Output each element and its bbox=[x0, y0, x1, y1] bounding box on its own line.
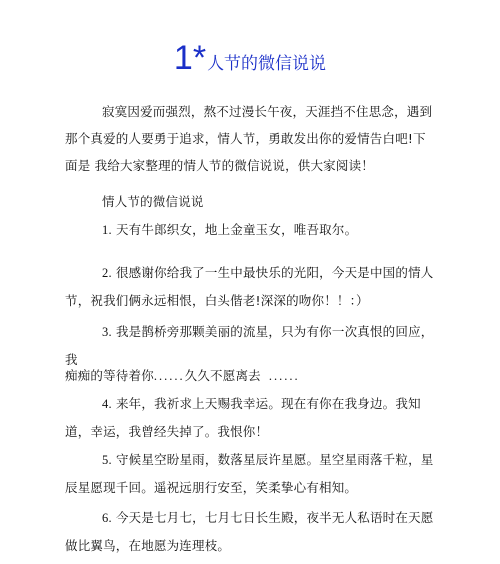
title-number: 1* bbox=[173, 39, 207, 77]
item-number: 5. bbox=[102, 453, 112, 467]
item-number: 1. bbox=[102, 223, 112, 237]
ellipsis: ...... bbox=[268, 369, 300, 383]
item-text: 来年，我祈求上天赐我幸运。现在有你在我身边。我知道，幸运，我曾经失掉了。我恨你！ bbox=[65, 396, 421, 439]
item-number: 6. bbox=[102, 511, 112, 525]
list-item-2 bbox=[65, 259, 437, 314]
item-number: 2. bbox=[102, 266, 112, 280]
item-number: 4. bbox=[102, 397, 112, 411]
ellipsis: ...... bbox=[153, 369, 185, 383]
item-text: 很感谢你给我了一生中最快乐的光阳，今天是中国的情人节，祝我们俩永远相恨，白头偕老!深深的吻你！！：） bbox=[65, 265, 434, 308]
item-text: 天有牛郎织女，地上金童玉女，唯吾取尔。 bbox=[115, 222, 358, 237]
subheading: 情人节的微信说说 bbox=[102, 194, 204, 209]
item-text: 痴痴的等待着你 bbox=[65, 368, 154, 383]
item-text: 守候星空盼星雨，数落星辰许星愿。星空星雨落千粒，星辰星愿现千回。遥祝远朋行安至，笑柔挚心有相知。 bbox=[65, 452, 434, 495]
item-text: 久久不愿离去 bbox=[184, 368, 261, 383]
item-text: 今天是七月七，七月七日长生殿，夜半无人私语时在天愿做比翼鸟，在地愿为连理枝。 bbox=[65, 510, 434, 553]
list-item-5 bbox=[65, 446, 437, 501]
item-text: 我是鹊桥旁那颗美丽的流星，只为有你一次真恨的回应，我 bbox=[65, 324, 434, 367]
list-item-3-continued bbox=[65, 362, 437, 390]
title-text: 人节的微信说说 bbox=[207, 54, 327, 74]
page-title bbox=[0, 38, 500, 84]
list-item-6 bbox=[65, 504, 437, 559]
list-item-4 bbox=[65, 390, 437, 445]
item-number: 3. bbox=[102, 325, 112, 339]
intro-paragraph: 寂寞因爱而强烈，熬不过漫长午夜，天涯挡不住思念，遇到那个真爱的人要勇于追求，情人节，勇敢发出你的爱情告白吧!下面是 我给大家整理的情人节的微信说说，供大家阅读！ bbox=[65, 104, 433, 173]
list-item-1 bbox=[65, 216, 437, 244]
